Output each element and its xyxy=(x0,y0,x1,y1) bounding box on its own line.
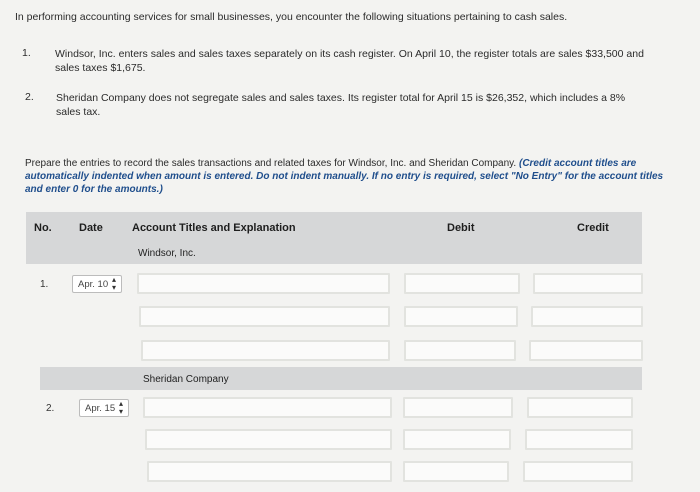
header-account-titles: Account Titles and Explanation xyxy=(132,222,296,234)
header-no: No. xyxy=(34,222,52,234)
header-debit: Debit xyxy=(447,222,475,234)
credit-input-1-3[interactable] xyxy=(529,340,643,361)
header-date: Date xyxy=(79,222,103,234)
section-label-sheridan: Sheridan Company xyxy=(143,374,229,385)
row-number-2: 2. xyxy=(46,403,55,414)
item-text-2: Sheridan Company does not segregate sales and sales taxes. Its register total for April 15 is $26,352, which includes a 8% sales tax. xyxy=(56,92,626,118)
header-credit: Credit xyxy=(577,222,609,234)
account-input-1-3[interactable] xyxy=(141,340,390,361)
account-input-2-1[interactable] xyxy=(143,397,392,418)
account-input-1-1[interactable] xyxy=(137,273,390,294)
instructions xyxy=(25,157,675,196)
account-input-1-2[interactable] xyxy=(139,306,390,327)
row-number-1: 1. xyxy=(40,279,49,290)
credit-input-1-2[interactable] xyxy=(531,306,643,327)
item-number-1: 1. xyxy=(22,47,31,59)
item-text-1: Windsor, Inc. enters sales and sales taxes separately on its cash register. On April 10, the register totals are sales $33,500 and sales taxes $1,675. xyxy=(55,48,644,74)
up-down-spinner-icon: ▴ ▾ xyxy=(111,275,116,292)
account-input-2-3[interactable] xyxy=(147,461,392,482)
debit-input-2-1[interactable] xyxy=(403,397,513,418)
intro-text: In performing accounting services for small businesses, you encounter the following situations pertaining to cash sales. xyxy=(15,11,568,23)
credit-input-2-2[interactable] xyxy=(525,429,633,450)
debit-input-1-1[interactable] xyxy=(404,273,520,294)
account-input-2-2[interactable] xyxy=(145,429,392,450)
table-header-band xyxy=(26,212,642,264)
item-number-2: 2. xyxy=(25,91,34,103)
date-select-1[interactable] xyxy=(72,275,122,293)
date-select-2[interactable] xyxy=(79,399,129,417)
debit-input-1-3[interactable] xyxy=(404,340,516,361)
date-select-2-value: Apr. 15 xyxy=(85,402,116,414)
debit-input-1-2[interactable] xyxy=(404,306,518,327)
section-band-sheridan xyxy=(40,367,642,390)
section-label-windsor: Windsor, Inc. xyxy=(138,248,196,259)
debit-input-2-2[interactable] xyxy=(403,429,511,450)
up-down-spinner-icon: ▴ ▾ xyxy=(118,399,123,416)
instructions-note: (Credit account titles are automatically indented when amount is entered. Do not indent manually. If no entry is required, select "No Entry" for the account titles and enter 0 for the amounts.) xyxy=(25,158,664,195)
instructions-main: Prepare the entries to record the sales transactions and related taxes for Windsor, Inc. and Sheridan Company. xyxy=(25,158,519,169)
credit-input-1-1[interactable] xyxy=(533,273,643,294)
credit-input-2-1[interactable] xyxy=(527,397,633,418)
date-select-1-value: Apr. 10 xyxy=(78,278,109,290)
debit-input-2-3[interactable] xyxy=(403,461,509,482)
credit-input-2-3[interactable] xyxy=(523,461,633,482)
